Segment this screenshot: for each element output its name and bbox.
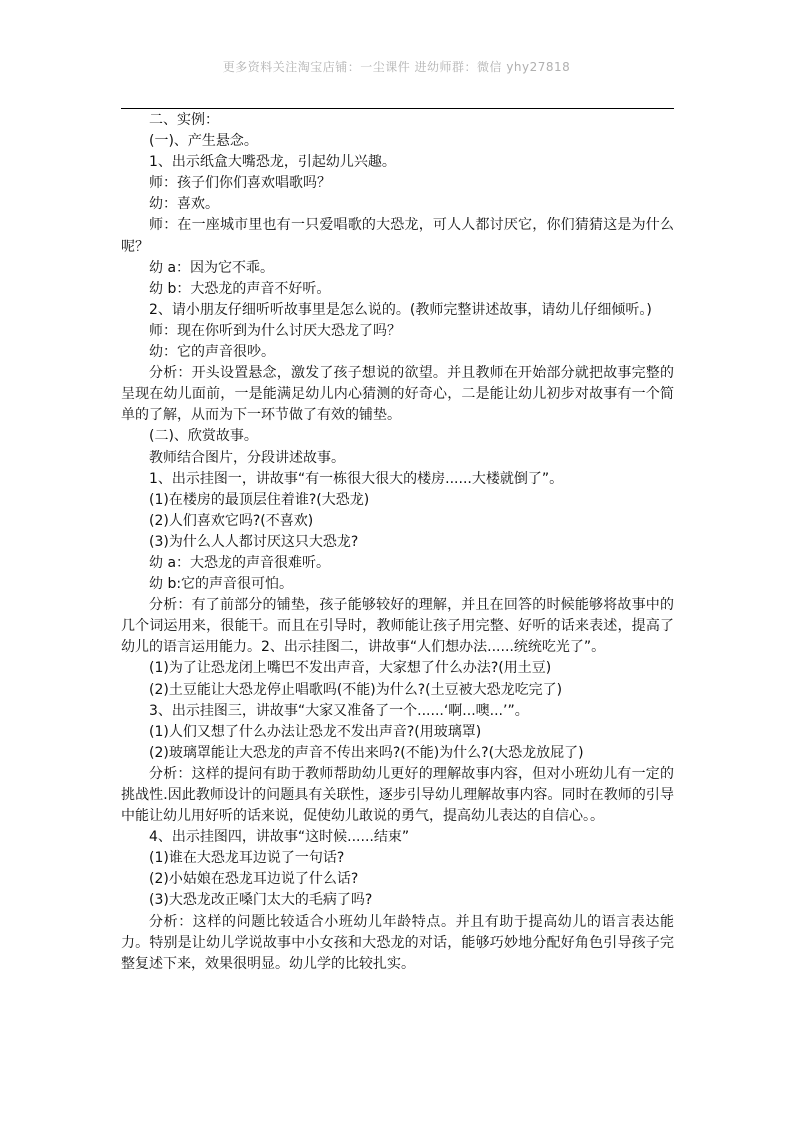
question-line: (2)小姑娘在恐龙耳边说了什么话? [149,871,359,888]
instruction-line: 教师结合图片，分段讲述故事。 [149,449,345,466]
analysis-paragraph: 分析：这样的提问有助于教师帮助幼儿更好的理解故事内容，但对小班幼儿有一定的挑战性.因此教师设计的问题具有关联性，逐步引导幼儿理解故事内容。同时在教师的引导中能让幼儿用好听的话来说，促使幼儿敢说的勇气，提高幼儿表达的自信心。。 [121,765,674,825]
dialogue-line: 幼 a：大恐龙的声音很难听。 [149,554,331,571]
question-line: (1)在楼房的最顶层住着谁?(大恐龙) [149,491,370,508]
question-line: (3)大恐龙改正嗓门太大的毛病了吗? [149,892,373,909]
step-1: 1、出示纸盒大嘴恐龙，引起幼儿兴趣。 [149,154,396,171]
step-line: 1、出示挂图一，讲故事“有一栋很大很大的楼房......大楼就倒了”。 [149,470,564,487]
subsection-heading-story: (二)、欣赏故事。 [149,428,258,445]
analysis-paragraph: 分析：有了前部分的铺垫，孩子能够较好的理解，并且在回答的时候能够将故事中的几个词运用来，很能干。而且在引导时，教师能让孩子用完整、好听的话来表述，提高了幼儿的语言运用能力。2、出示挂图二，讲故事“人们想办法......统统吃光了”。 [121,597,674,656]
dialogue-line: 幼 b：大恐龙的声音不好听。 [149,280,331,297]
question-line: (2)人们喜欢它吗?(不喜欢) [149,512,314,529]
question-line: (3)为什么人人都讨厌这只大恐龙? [149,533,359,550]
dialogue-line: 师：现在你听到为什么讨厌大恐龙了吗？ [149,322,401,339]
analysis-paragraph: 分析：这样的问题比较适合小班幼儿年龄特点。并且有助于提高幼儿的语言表达能力。特别是让幼儿学说故事中小女孩和大恐龙的对话，能够巧妙地分配好角色引导孩子完整复述下来，效果很明显。幼儿学的比较扎实。 [121,913,674,972]
section-heading-examples: 二、实例： [149,112,219,128]
question-line: (2)土豆能让大恐龙停止唱歌吗(不能)为什么?(土豆被大恐龙吃完了) [149,681,563,698]
dialogue-line: 幼 b:它的声音很可怕。 [149,576,294,593]
dialogue-line: 幼：喜欢。 [149,196,219,213]
dialogue-line: 师：孩子们你们喜欢唱歌吗？ [149,175,331,192]
question-line: (1)为了让恐龙闭上嘴巴不发出声音，大家想了什么办法?(用土豆) [149,660,552,677]
dialogue-line: 幼：它的声音很吵。 [149,344,275,361]
header-rule [121,108,674,109]
question-line: (1)人们又想了什么办法让恐龙不发出声音?(用玻璃罩) [149,723,482,740]
dialogue-line: 幼 a：因为它不乖。 [149,259,275,276]
subsection-heading-suspense: (一)、产生悬念。 [149,133,258,150]
step-line: 3、出示挂图三，讲故事“大家又准备了一个......‘啊...噢...’”。 [149,702,529,719]
step-2: 2、请小朋友仔细听听故事里是怎么说的。(教师完整讲述故事，请幼儿仔细倾听。) [149,301,652,318]
question-line: (1)谁在大恐龙耳边说了一句话? [149,850,345,867]
step-line: 4、出示挂图四，讲故事“这时候......结束” [149,829,410,846]
header-watermark: 更多资料关注淘宝店铺：一尘课件 进幼师群：微信 yhy27818 [222,60,571,74]
document-body [121,110,674,975]
dialogue-line: 师：在一座城市里也有一只爱唱歌的大恐龙，可人人都讨厌它，你们猜猜这是为什么呢？ [121,217,674,255]
analysis-paragraph: 分析：开头设置悬念，激发了孩子想说的欲望。并且教师在开始部分就把故事完整的呈现在幼儿面前，一是能满足幼儿内心猜测的好奇心，二是能让幼儿初步对故事有一个简单的了解，从而为下一环节做了有效的铺垫。 [121,365,674,424]
question-line: (2)玻璃罩能让大恐龙的声音不传出来吗?(不能)为什么?(大恐龙放屁了) [149,744,584,761]
